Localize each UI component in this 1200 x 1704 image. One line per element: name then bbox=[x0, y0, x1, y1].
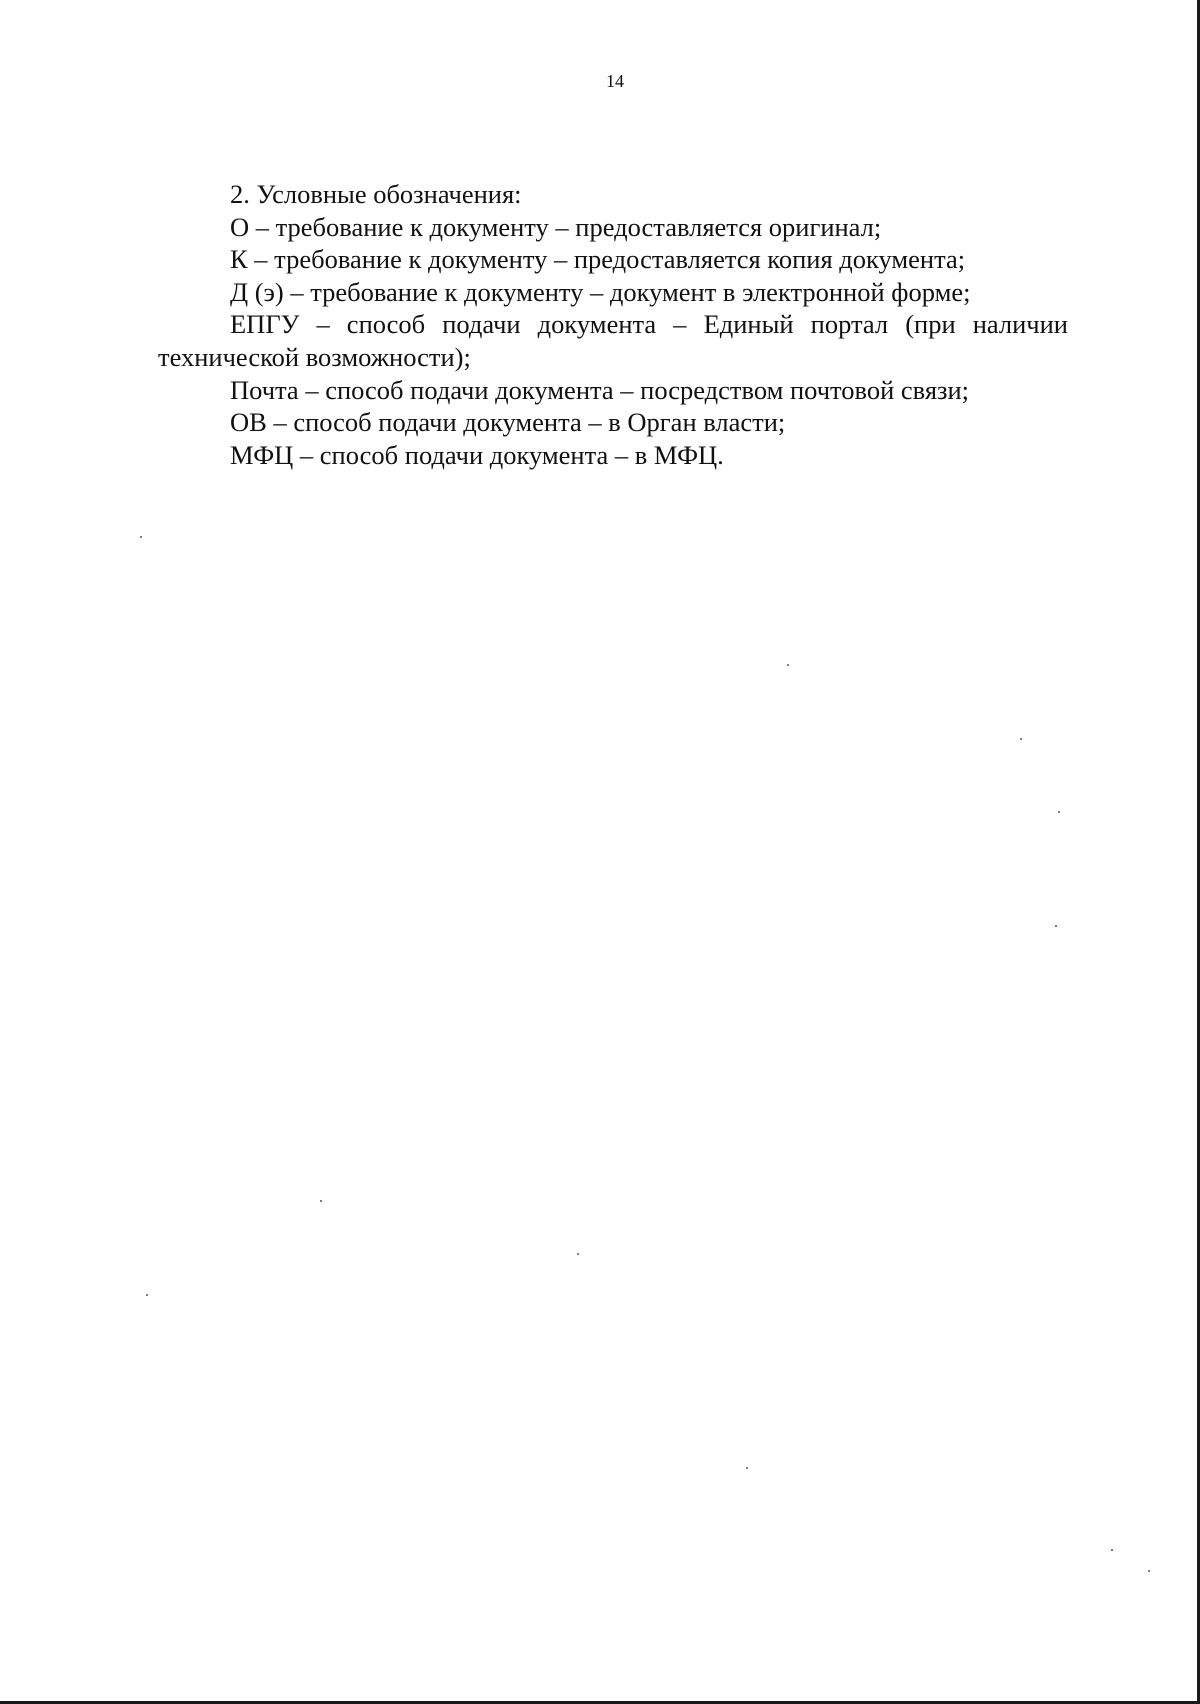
scan-speck bbox=[140, 536, 142, 538]
scan-speck bbox=[320, 1200, 322, 1202]
scan-speck bbox=[146, 1294, 148, 1296]
legend-item-authority: ОВ – способ подачи документа – в Орган власти; bbox=[230, 407, 786, 438]
scan-speck bbox=[1111, 1549, 1113, 1551]
legend-item-electronic: Д (э) – требование к документу – документ в электронной форме; bbox=[230, 276, 971, 307]
legend-item-epgu: ЕПГУ – способ подачи документа – Единый портал (при наличии bbox=[230, 309, 1068, 340]
legend-heading: 2. Условные обозначения: bbox=[230, 179, 522, 209]
legend-item-epgu-continued: технической возможности); bbox=[158, 341, 471, 372]
legend-item-original: О – требование к документу – предоставляется оригинал; bbox=[230, 211, 882, 242]
scan-speck bbox=[1020, 738, 1022, 740]
legend-item-copy: К – требование к документу – предоставляется копия документа; bbox=[230, 244, 966, 275]
scan-speck bbox=[1058, 811, 1060, 813]
scan-speck bbox=[1055, 925, 1057, 927]
scan-speck bbox=[787, 664, 789, 666]
scan-speck bbox=[1148, 1570, 1150, 1572]
scan-speck bbox=[577, 1253, 579, 1255]
legend-item-mfc: МФЦ – способ подачи документа – в МФЦ. bbox=[230, 439, 724, 470]
legend-item-post: Почта – способ подачи документа – посредством почтовой связи; bbox=[230, 374, 970, 405]
page-number: 14 bbox=[606, 71, 624, 91]
scan-speck bbox=[746, 1467, 748, 1469]
legend-section bbox=[158, 178, 1068, 471]
